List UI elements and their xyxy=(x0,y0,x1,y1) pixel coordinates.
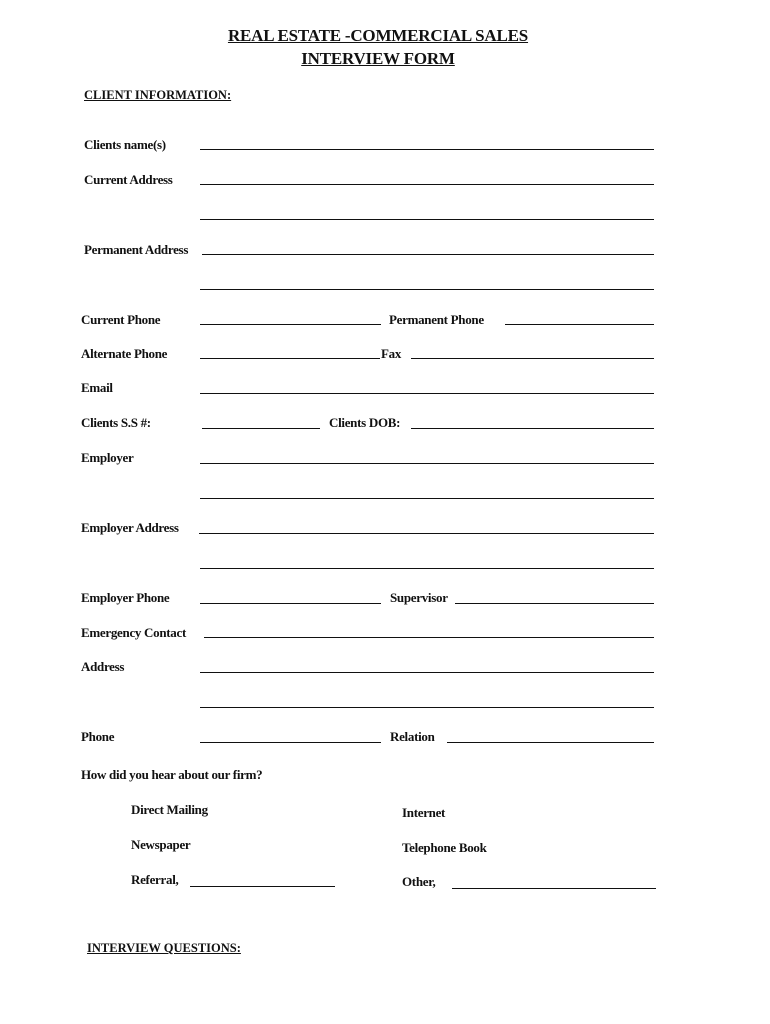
option-other[interactable]: Other, xyxy=(402,874,436,889)
fax-label: Fax xyxy=(381,346,402,361)
alternate-phone-label: Alternate Phone xyxy=(81,346,168,361)
employer-field-line2[interactable] xyxy=(200,498,654,499)
address-field-line2[interactable] xyxy=(200,707,654,708)
referral-field[interactable] xyxy=(190,886,335,887)
option-newspaper[interactable]: Newspaper xyxy=(131,837,191,852)
fax-field[interactable] xyxy=(411,358,654,359)
employer-phone-field[interactable] xyxy=(200,603,381,604)
employer-address-field[interactable] xyxy=(199,533,654,534)
permanent-address-field[interactable] xyxy=(202,254,654,255)
supervisor-label: Supervisor xyxy=(390,590,448,605)
current-address-label: Current Address xyxy=(84,172,173,187)
employer-address-field-line2[interactable] xyxy=(200,568,654,569)
form-title-line1: REAL ESTATE -COMMERCIAL SALES xyxy=(227,26,529,45)
other-field[interactable] xyxy=(452,888,656,889)
permanent-address-label: Permanent Address xyxy=(84,242,189,257)
option-direct-mailing[interactable]: Direct Mailing xyxy=(131,802,208,817)
section-interview-questions: INTERVIEW QUESTIONS: xyxy=(87,941,241,955)
supervisor-field[interactable] xyxy=(455,603,654,604)
phone-field[interactable] xyxy=(200,742,381,743)
relation-field[interactable] xyxy=(447,742,654,743)
permanent-phone-label: Permanent Phone xyxy=(389,312,484,327)
form-title-line2: INTERVIEW FORM xyxy=(301,49,455,68)
option-telephone-book[interactable]: Telephone Book xyxy=(402,840,487,855)
employer-address-label: Employer Address xyxy=(81,520,179,535)
address-field[interactable] xyxy=(200,672,654,673)
current-address-field-line2[interactable] xyxy=(200,219,654,220)
clients-name-field[interactable] xyxy=(200,149,654,150)
email-label: Email xyxy=(81,380,113,395)
employer-label: Employer xyxy=(81,450,134,465)
clients-ss-label: Clients S.S #: xyxy=(81,415,151,430)
option-internet[interactable]: Internet xyxy=(402,805,446,820)
clients-dob-field[interactable] xyxy=(411,428,654,429)
email-field[interactable] xyxy=(200,393,654,394)
relation-label: Relation xyxy=(390,729,435,744)
current-phone-label: Current Phone xyxy=(81,312,161,327)
current-phone-field[interactable] xyxy=(200,324,381,325)
section-client-information: CLIENT INFORMATION: xyxy=(84,88,232,102)
address-label: Address xyxy=(81,659,125,674)
phone-label: Phone xyxy=(81,729,115,744)
option-referral[interactable]: Referral, xyxy=(131,872,179,887)
alternate-phone-field[interactable] xyxy=(200,358,380,359)
permanent-address-field-line2[interactable] xyxy=(200,289,654,290)
clients-ss-field[interactable] xyxy=(202,428,320,429)
emergency-contact-label: Emergency Contact xyxy=(81,625,187,640)
current-address-field[interactable] xyxy=(200,184,654,185)
referral-question: How did you hear about our firm? xyxy=(81,767,263,782)
clients-name-label: Clients name(s) xyxy=(84,137,166,152)
employer-field[interactable] xyxy=(200,463,654,464)
clients-dob-label: Clients DOB: xyxy=(329,415,401,430)
permanent-phone-field[interactable] xyxy=(505,324,654,325)
emergency-contact-field[interactable] xyxy=(204,637,654,638)
employer-phone-label: Employer Phone xyxy=(81,590,170,605)
